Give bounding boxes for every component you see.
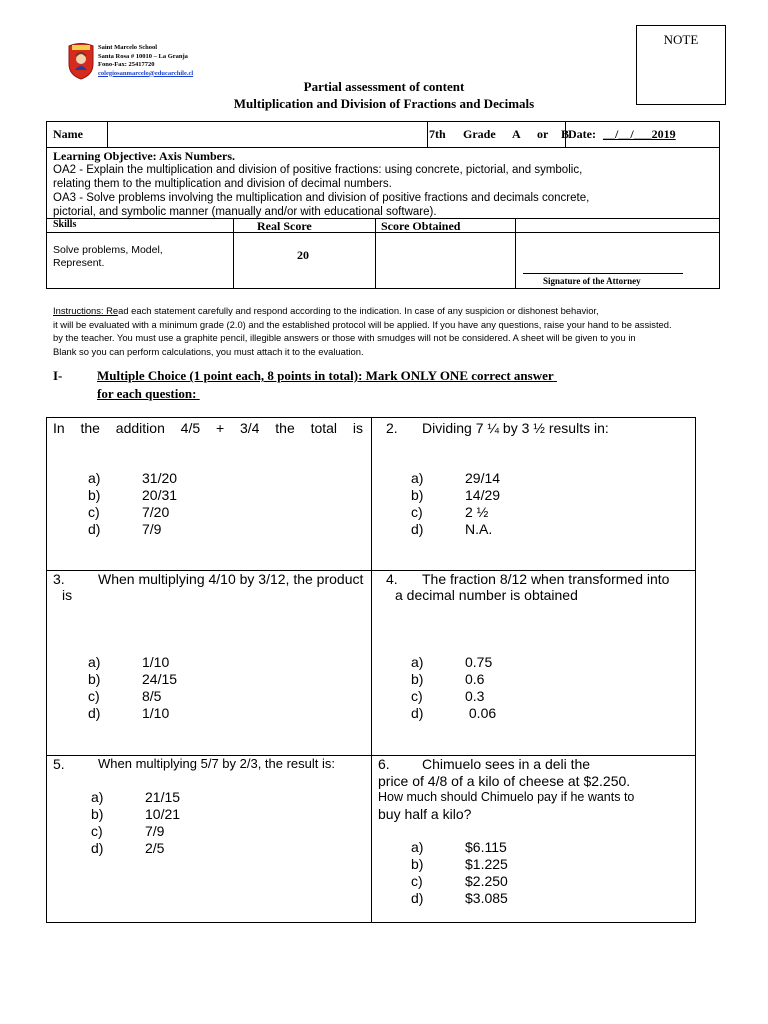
question-5-option-b[interactable]: b) 10/21 xyxy=(91,806,181,822)
question-4-option-b[interactable]: b) 0.6 xyxy=(411,671,485,687)
question-3-text: When multiplying 4/10 by 3/12, the product xyxy=(98,571,364,587)
question-4-option-d[interactable]: d) 0.06 xyxy=(411,705,497,721)
question-6-text-line2: price of 4/8 of a kilo of cheese at $2.250. xyxy=(378,773,631,789)
question-6-text: Chimuelo sees in a deli the xyxy=(422,756,591,772)
question-5-text: When multiplying 5/7 by 2/3, the result is: xyxy=(98,756,336,771)
or-label: or xyxy=(537,127,549,141)
instructions-line2: it will be evaluated with a minimum grade (2.0) and the established protocol will be applied. If you have any questions, raise your hand to be assisted. xyxy=(53,318,672,330)
name-label: Name xyxy=(53,127,83,141)
question-6-text-line4: buy half a kilo? xyxy=(378,806,472,822)
question-5-option-d[interactable]: d) 2/5 xyxy=(91,840,165,856)
question-5-options xyxy=(91,789,180,857)
question-5-number: 5. xyxy=(53,756,65,772)
instructions-line1: ad each statement carefully and respond according to the indication. In case of any suspicion or dishonest behavior, xyxy=(118,305,599,316)
school-name: Saint Marcelo School xyxy=(98,44,158,51)
question-2-number: 2. xyxy=(386,420,398,436)
section-heading xyxy=(53,368,654,402)
objective-title: Learning Objective: Axis Numbers. xyxy=(53,149,235,163)
score-obtained-label: Score Obtained xyxy=(381,219,461,233)
question-3-option-a[interactable]: a) 1/10 xyxy=(88,654,170,670)
note-label: NOTE xyxy=(663,32,699,47)
question-1-option-c[interactable]: c) 7/20 xyxy=(88,504,170,520)
question-3-option-b[interactable]: b) 24/15 xyxy=(88,671,178,687)
learning-objective xyxy=(53,149,593,219)
skills-value: Solve problems, Model, Represent. xyxy=(53,244,163,269)
question-5-option-a[interactable]: a) 21/15 xyxy=(91,789,181,805)
objective-oa2: OA2 - Explain the multiplication and division of positive fractions: using concrete, pictorial, and symbolic, relating them to the multiplication and division of decimal numbers. xyxy=(53,164,583,190)
date-label: Date: xyxy=(568,127,596,141)
question-1-text: In the addition 4/5 + 3/4 the total is xyxy=(53,420,363,436)
grade-value: 7th xyxy=(429,127,446,141)
section-title-line2: for each question: xyxy=(97,386,197,401)
question-2-option-b[interactable]: b) 14/29 xyxy=(411,487,501,503)
school-address: Santa Rosa # 10010 – La Granja xyxy=(98,52,188,60)
question-6-option-c[interactable]: c) $2.250 xyxy=(411,873,508,889)
question-2-option-c[interactable]: c) 2 ½ xyxy=(411,504,489,520)
school-info xyxy=(98,44,193,78)
signature-label: Signature of the Attorney xyxy=(543,276,641,286)
question-4-text: The fraction 8/12 when transformed into xyxy=(422,571,670,587)
question-2-option-d[interactable]: d) N.A. xyxy=(411,521,493,537)
instructions xyxy=(53,304,725,358)
questions-grid xyxy=(46,417,696,923)
question-4-number: 4. xyxy=(386,571,398,587)
question-1-option-d[interactable]: d) 7/9 xyxy=(88,521,162,537)
school-crest-logo xyxy=(67,42,95,80)
question-2-text: Dividing 7 ¼ by 3 ½ results in: xyxy=(422,420,609,436)
question-4-text-cont: a decimal number is obtained xyxy=(395,587,578,603)
question-4-option-c[interactable]: c) 0.3 xyxy=(411,688,485,704)
real-score-label: Real Score xyxy=(257,219,312,233)
question-6-option-b[interactable]: b) $1.225 xyxy=(411,856,508,872)
question-3-option-d[interactable]: d) 1/10 xyxy=(88,705,170,721)
question-4-options xyxy=(411,654,496,722)
info-table xyxy=(46,121,720,289)
question-6-options xyxy=(411,839,508,907)
instructions-line4: Blank so you can perform calculations, you must attach it to the evaluation. xyxy=(53,345,364,357)
question-6-option-a[interactable]: a) $6.115 xyxy=(411,839,507,855)
page-subtitle: Multiplication and Division of Fractions and Decimals xyxy=(233,96,535,111)
section-a-option[interactable]: A xyxy=(512,127,521,141)
question-6-option-d[interactable]: d) $3.085 xyxy=(411,890,508,906)
question-1-option-a[interactable]: a) 31/20 xyxy=(88,470,178,486)
objective-oa3: OA3 - Solve problems involving the multiplication and division of positive fractions and decimals concrete, pictorial, and symbolic manner (manually and/or with educational software). xyxy=(53,192,590,218)
question-3-options xyxy=(88,654,177,722)
question-3-text-cont: is xyxy=(62,587,73,603)
school-phone: Fono-Fax: 25417720 xyxy=(98,61,155,68)
date-field[interactable]: __/__/___2019 xyxy=(603,127,676,141)
question-3-number: 3. xyxy=(53,571,65,587)
score-obtained-field[interactable] xyxy=(377,234,513,286)
question-6-number: 6. xyxy=(378,756,390,772)
question-2-option-a[interactable]: a) 29/14 xyxy=(411,470,501,486)
section-title-line1: Multiple Choice (1 point each, 8 points in total): Mark ONLY ONE correct answer xyxy=(97,368,554,383)
real-score-value: 20 xyxy=(297,248,309,262)
question-1-options xyxy=(88,470,177,538)
section-b-option[interactable]: B xyxy=(561,127,570,141)
skills-label: Skills xyxy=(53,219,77,230)
name-field[interactable] xyxy=(109,124,425,145)
section-number: I- xyxy=(53,368,63,383)
page-title: Partial assessment of content xyxy=(303,79,465,94)
grade-label: Grade xyxy=(463,127,496,141)
instructions-line3: by the teacher. You must use a graphite pencil, illegible answers or those with smudges will not be considered. A sheet will be given to you in xyxy=(53,332,636,343)
question-4-option-a[interactable]: a) 0.75 xyxy=(411,654,493,670)
question-6-text-line3: How much should Chimuelo pay if he wants to xyxy=(378,790,635,804)
question-5-option-c[interactable]: c) 7/9 xyxy=(91,823,165,839)
school-email-link[interactable]: colegiosanmarcelo@educarchile.cl xyxy=(98,69,194,77)
question-1-option-b[interactable]: b) 20/31 xyxy=(88,487,178,503)
instructions-lead: Instructions: Re xyxy=(53,305,119,316)
question-2-options xyxy=(411,470,500,538)
question-3-option-c[interactable]: c) 8/5 xyxy=(88,688,162,704)
